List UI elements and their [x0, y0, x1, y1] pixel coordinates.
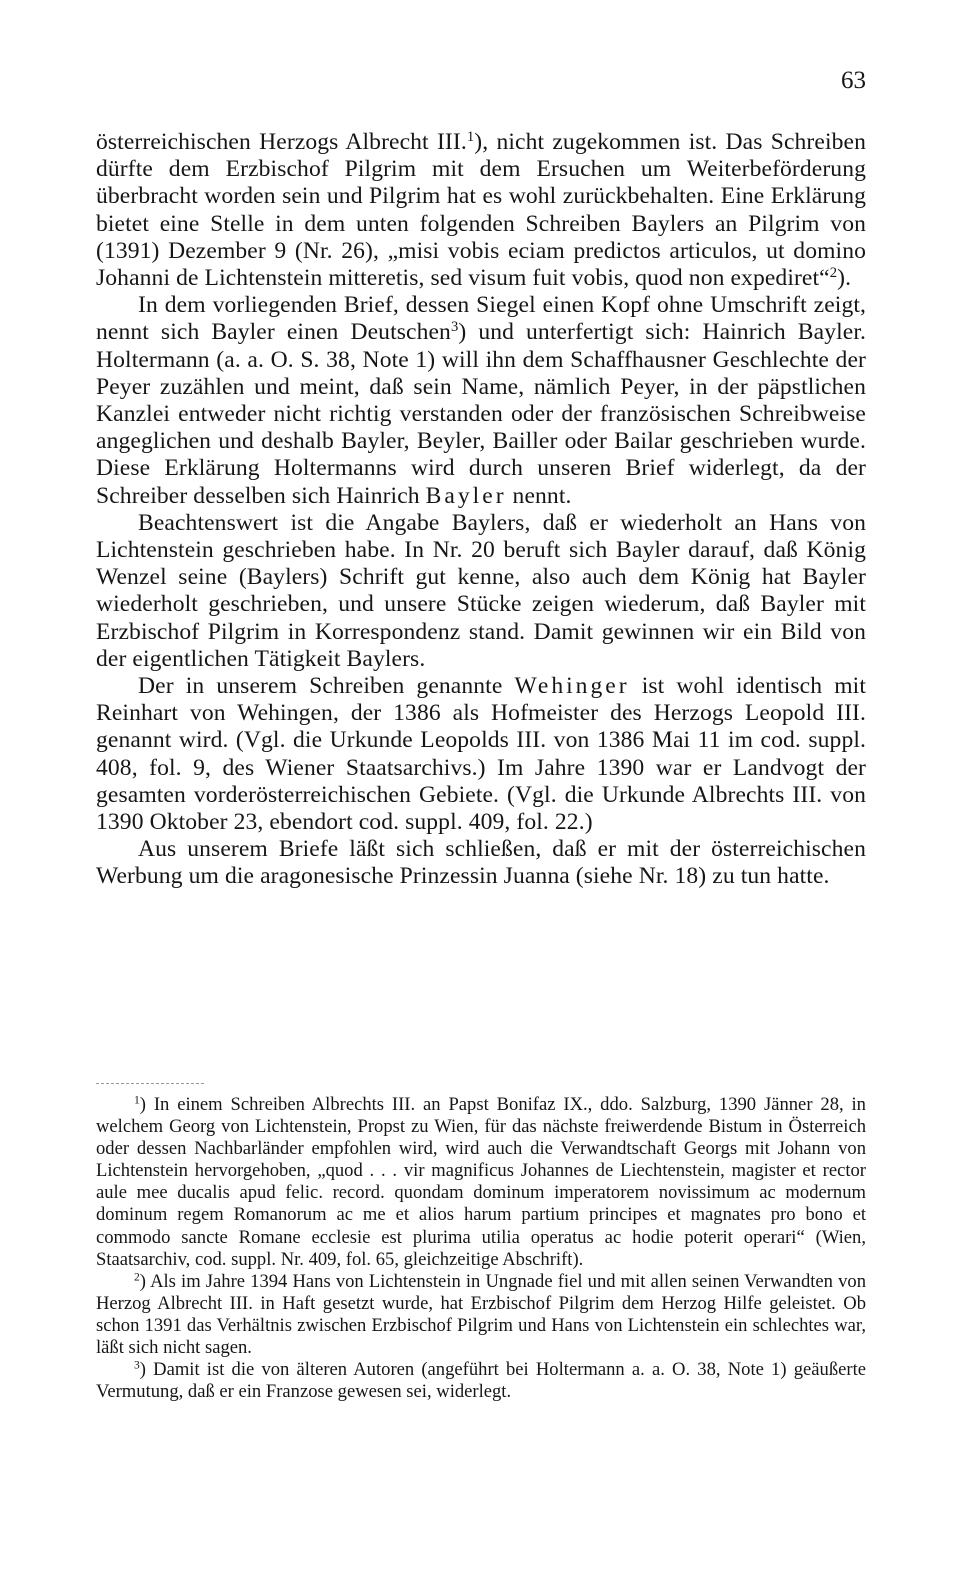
- page-number: 63: [841, 67, 866, 94]
- footnote-reference: 2: [829, 264, 838, 281]
- text-segment: Der in unserem Schreiben genannte: [138, 673, 515, 700]
- text-segment: ) und unterfertigt sich: Hainrich Bayler. Holtermann (a. a. O. S. 38, Note 1) will ihn dem Schaffhausner Geschlechte der Peyer zuzählen und meint, daß sein Name, nämlich Peyer, in der päpstlichen Kanzlei entweder nicht richtig verstanden oder der französischen Schreibweise angeglichen und deshalb Bayler, Beyler, Bailler oder Bailar geschrieben wurde. Diese Erklärung Holtermanns wird durch unseren Brief widerlegt, da der Schreiber desselben sich Hainrich: [96, 319, 866, 509]
- text-segment: österreichischen Herzogs Albrecht III.: [96, 129, 467, 155]
- footnote-text: Als im Jahre 1394 Hans von Lichtenstein in Ungnade fiel und mit allen seinen Verwandten von Herzog Albrecht III. in Haft gesetzt wurde, hat Erzbischof Pilgrim dem Herzog Hilfe geleistet. Ob schon 1391 das Verhältnis zwischen Erzbischof Pilgrim und Hans von Lichtenstein ein schlechtes war, läßt sich nicht sagen.: [96, 1270, 866, 1359]
- footnote-marker: 2: [134, 1271, 140, 1284]
- footnote-1: $^1$) In einem Schreiben Albrechts III. an Papst Bonifaz IX., ddo. Salzburg, 1390 Jänner 28, in welchem Georg von Lichtenstein, Propst zu Wien, für das nächste freiwerdende Bistum in Österreich oder dessen Nachbarländer empfohlen wird, wird auch die Verwandtschaft Georgs mit Johann von Lichtenstein hervorgehoben, „quod . . . vir magnificus Johannes de Liechtenstein, magister et rector aule mee ducalis apud felic. record. quondam dominum imperatorem novissimum ac modernum dominum regem Romanorum ac me et alios harum partium principes et magnates pro bono et commodo sancte Romane ecclesie est plurima utilia operatus ac hodie poterit operari“ (Wien, Staatsarchiv, cod. suppl. Nr. 409, fol. 65, gleichzeitige Abschrift).: [96, 1094, 866, 1270]
- body-text: [96, 129, 866, 891]
- footnote-marker: 3: [134, 1359, 140, 1372]
- paragraph-3: [96, 510, 866, 673]
- footnote-reference: 1: [466, 128, 475, 145]
- spaced-name: Bayler: [425, 482, 507, 509]
- text-segment: ).: [837, 265, 852, 292]
- spaced-name: Wehinger: [514, 673, 630, 700]
- footnote-2: $^2$) Als im Jahre 1394 Hans von Lichtenstein in Ungnade fiel und mit allen seinen Verwandten von Herzog Albrecht III. in Haft gesetzt wurde, hat Erzbischof Pilgrim dem Herzog Hilfe geleistet. Ob schon 1391 das Verhältnis zwischen Erzbischof Pilgrim und Hans von Lichtenstein ein schlechtes war, läßt sich nicht sagen.: [96, 1270, 866, 1359]
- paragraph-1: [96, 129, 866, 292]
- text-segment: In dem vorliegenden Brief, dessen Siegel einen Kopf ohne Umschrift zeigt, nennt sich Bayler einen Deutschen: [96, 292, 866, 346]
- footnote-text: Damit ist die von älteren Autoren (angeführt bei Holtermann a. a. O. 38, Note 1) geäußerte Vermutung, daß er ein Franzose gewesen sei, widerlegt.: [96, 1359, 866, 1403]
- footnote-text: In einem Schreiben Albrechts III. an Papst Bonifaz IX., ddo. Salzburg, 1390 Jänner 28, in welchem Georg von Lichtenstein, Propst zu Wien, für das nächste freiwerdende Bistum in Österreich oder dessen Nachbarländer empfohlen wird, wird auch die Verwandtschaft Georgs mit Johann von Lichtenstein hervorgehoben, „quod . . . vir magnificus Johannes de Liechtenstein, magister et rector aule mee ducalis apud felic. record. quondam dominum imperatorem novissimum ac modernum dominum regem Romanorum ac me et alios harum partium principes et magnates pro bono et commodo sancte Romane ecclesie est plurima utilia operatus ac hodie poterit operari“ (Wien, Staatsarchiv, cod. suppl. Nr. 409, fol. 65, gleichzeitige Abschrift).: [96, 1094, 866, 1270]
- paragraph-5: [96, 836, 866, 890]
- footnote-divider: [96, 1083, 204, 1084]
- paragraph-2: [96, 292, 866, 510]
- paragraph-4: [96, 673, 866, 836]
- text-segment: Aus unserem Briefe läßt sich schließen, daß er mit der österreichischen Werbung um die aragonesische Prinzessin Juanna (siehe Nr. 18) zu tun hatte.: [96, 836, 866, 890]
- text-segment: ist wohl identisch mit Reinhart von Wehingen, der 1386 als Hofmeister des Herzogs Leopold III. genannt wird. (Vgl. die Urkunde Leopolds III. von 1386 Mai 11 im cod. suppl. 408, fol. 9, des Wiener Staatsarchivs.) Im Jahre 1390 war er Landvogt der gesamten vorderösterreichischen Gebiete. (Vgl. die Urkunde Albrechts III. von 1390 Oktober 23, ebendort cod. suppl. 409, fol. 22.): [96, 673, 866, 836]
- footnotes: [96, 1094, 866, 1403]
- footnote-marker: 1: [134, 1094, 140, 1107]
- footnote-reference: 3: [450, 319, 459, 336]
- text-segment: ), nicht zugekommen ist. Das Schreiben dürfte dem Erzbischof Pilgrim mit dem Ersuchen um Weiterbeförderung überbracht worden sein und Pilgrim hat es wohl zurückbehalten. Eine Erklärung bietet eine Stelle in dem unten folgenden Schreiben Baylers an Pilgrim von (1391) Dezember 9 (Nr. 26), „misi vobis eciam predictos articulos, ut domino Johanni de Lichtenstein mitteretis, sed visum fuit vobis, quod non expediret“: [96, 129, 866, 292]
- text-segment: Beachtenswert ist die Angabe Baylers, daß er wiederholt an Hans von Lichtenstein geschrieben habe. In Nr. 20 beruft sich Bayler darauf, daß König Wenzel seine (Baylers) Schrift gut kenne, also auch dem König hat Bayler wiederholt geschrieben, und unsere Stücke zeigen wiederum, daß Bayler mit Erzbischof Pilgrim in Korrespondenz stand. Damit gewinnen wir ein Bild von der eigentlichen Tätigkeit Baylers.: [96, 509, 866, 672]
- text-segment: nennt.: [506, 482, 572, 509]
- footnote-3: $^3$) Damit ist die von älteren Autoren (angeführt bei Holtermann a. a. O. 38, Note 1) geäußerte Vermutung, daß er ein Franzose gewesen sei, widerlegt.: [96, 1359, 866, 1403]
